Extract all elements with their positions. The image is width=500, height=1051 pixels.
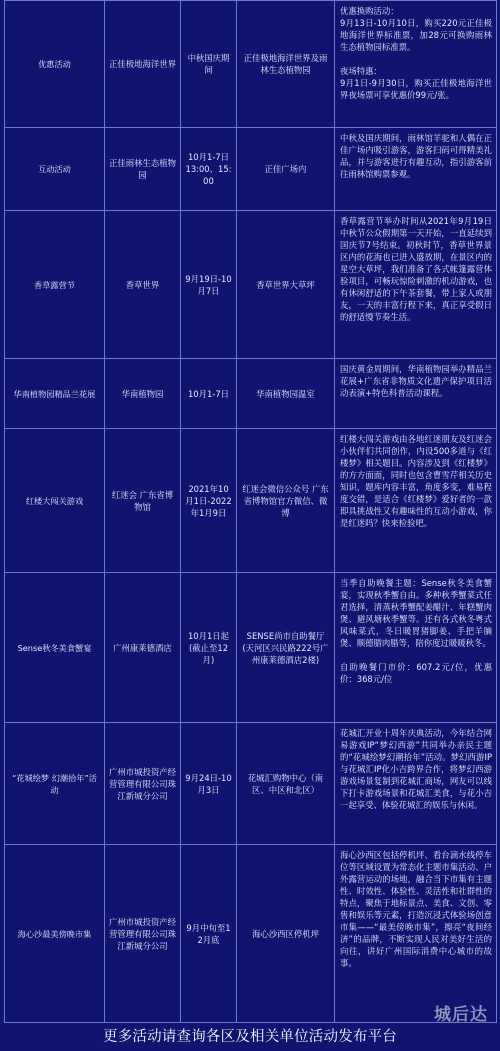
event-location-cell: 华南植物园温室 <box>237 359 335 429</box>
event-row <box>5 211 497 359</box>
event-name-cell: 华南植物园精品兰花展 <box>5 359 105 429</box>
event-row <box>5 429 497 573</box>
event-location-cell: 海心沙西区停机坪 <box>237 845 335 1023</box>
event-description-paragraph: 国庆黄金周期间，华南植物园举办精品兰花展+广东省非物质文化遗产保护项目活动表演+特色科普活动课程。 <box>340 364 492 398</box>
event-time-cell: 9月24日-10月3日 <box>181 723 237 845</box>
watermark: 城后达 <box>434 1005 488 1025</box>
event-organizer-cell: 香草世界 <box>105 211 181 359</box>
event-location-cell: 香草世界大草坪 <box>237 211 335 359</box>
event-location-cell: 正佳极地海洋世界及雨林生态植物园 <box>237 1 335 128</box>
event-description-cell <box>335 723 497 845</box>
event-name-cell: Sense秋冬美食蟹宴 <box>5 573 105 723</box>
event-location-cell: 正佳广场内 <box>237 128 335 211</box>
event-time-cell: 2021年10月1日-2022年1月9日 <box>181 429 237 573</box>
event-name-cell: 优惠活动 <box>5 1 105 128</box>
event-time-cell: 10月1-7日 <box>181 359 237 429</box>
event-description-cell <box>335 1 497 128</box>
event-description-paragraph: 9月13日-10月10日，购买220元正佳极地海洋世界标准票，加28元可换购雨林生态植物园标准票。 <box>340 18 492 52</box>
event-row <box>5 1 497 128</box>
event-time-cell: 中秋国庆期间 <box>181 1 237 128</box>
event-organizer-cell: 广州市城投资产经营管理有限公司珠江新城分公司 <box>105 845 181 1023</box>
event-row <box>5 128 497 211</box>
event-description-paragraph: 花城汇开业十周年庆典活动，今年结合网易游戏IP“梦幻西游”共同举办亲民主题的“花城绘梦幻潮拾年”活动。梦幻西游IP与花城汇IP化小吉跨界合作，将梦幻西游游戏场景复制到花城汇商场，网友可以线下打卡游戏场景和花城汇美食，与花小吉一起享受、体验花城汇的娱乐与休闲。 <box>340 728 492 810</box>
event-time-cell: 10月1日起(截止至12月) <box>181 573 237 723</box>
event-description-paragraph: 红楼大闯关游戏由各地红迷朋友及红迷会小伙伴们共同创作，内设500多道与《红楼梦》相关题目。内容涉及到《红楼梦》的方方面面，同时也包含曹雪芹相关历史知识，题库内容丰富，角度多变，难易程度交错，是适合《红楼梦》爱好者的一款即具挑战性又有趣味性的互动小游戏，你是红迷吗？快来检验吧。 <box>340 434 492 528</box>
event-description-cell <box>335 573 497 723</box>
event-description-paragraph: 自助晚餐门市价：607.2元/位，优惠价：368元/位 <box>340 662 492 684</box>
event-organizer-cell: 红迷会 广东省博物馆 <box>105 429 181 573</box>
event-organizer-cell: 正佳极地海洋世界 <box>105 1 181 128</box>
event-description-paragraph: 当季自助晚餐主题：Sense秋冬美食蟹宴，实现秋季蟹自由。多种秋季蟹菜式任君选择，清蒸秋季蟹配姜醋汁、年糕蟹肉煲、避风塘秋季蟹等。还有各式秋冬粤式风味菜式，冬日暖胃猪脚姜、手把羊腩煲、顺德腊肉腊等，陪你度过暖暖秋冬。 <box>340 578 492 648</box>
event-name-cell: 香草露营节 <box>5 211 105 359</box>
event-organizer-cell: 正佳雨林生态植物园 <box>105 128 181 211</box>
event-time-cell: 9月19日-10月7日 <box>181 211 237 359</box>
event-description-paragraph: 9月1日-9月30日，购买正佳极地海洋世界夜场票可享优惠价99元/张。 <box>340 78 492 100</box>
event-name-cell: 互动活动 <box>5 128 105 211</box>
event-name-cell: 海心沙最美傍晚市集 <box>5 845 105 1023</box>
event-row <box>5 359 497 429</box>
events-table <box>4 0 497 1023</box>
event-description-paragraph: 优惠换购活动： <box>340 6 399 16</box>
event-description-cell <box>335 128 497 211</box>
footer-note: 更多活动请查询各区及相关单位活动发布平台 <box>103 1029 397 1045</box>
event-description-paragraph: 夜场特惠： <box>340 66 382 76</box>
event-location-cell: 红迷会微信公众号 广东省博物馆官方微信、微博 <box>237 429 335 573</box>
event-description-paragraph: 中秋及国庆期间，雨林馆羊驼和人偶在正佳广场内吸引游客，游客扫码可得精美礼品，并与游客进行有趣互动，指引游客前往雨林馆购票参观。 <box>340 133 492 179</box>
event-name-cell: “花城绘梦 幻潮拾年”活动 <box>5 723 105 845</box>
event-description-cell <box>335 211 497 359</box>
event-organizer-cell: 广州市城投资产经营管理有限公司珠江新城分公司 <box>105 723 181 845</box>
event-row <box>5 723 497 845</box>
event-row <box>5 573 497 723</box>
event-time-cell: 9月中旬至12月底 <box>181 845 237 1023</box>
event-description-cell <box>335 845 497 1023</box>
event-description-paragraph: 香草露营节举办时间从2021年9月19日中秋节公众假期第一天开始，一直延续到国庆节7号结束。初秋时节，香草世界景区内的花海也已进入盛放期，在景区内的星空大草坪，我们准备了各式帐篷露营体验项目，可畅玩惊险刺激的机动游戏，也有休闲舒适的下午茶套餐，带上家人或朋友，一天的丰富行程下来，真正享受假日的舒适慢节奏生活。 <box>340 216 492 322</box>
event-location-cell: SENSE尚市自助餐厅(天河区兴民路222号广州康莱德酒店2楼) <box>237 573 335 723</box>
event-organizer-cell: 广州康莱德酒店 <box>105 573 181 723</box>
events-table-body <box>5 1 497 1023</box>
event-description-cell <box>335 429 497 573</box>
event-name-cell: 红楼大闯关游戏 <box>5 429 105 573</box>
event-description-paragraph: 海心沙西区包括停机坪、看台滴水线停车位等区域设置为常态化主题市集活动、户外露营运动的场地，融合当下市集有主题性、时效性、体验性、灵活性和社群性的特点，聚焦于地标景点、美食、文创、零售和娱乐等元素，打造沉浸式体验场创意市集——“最美傍晚市集”，擦亮“夜间经济”的品牌，不断实现人民对美好生活的向往，讲好广州国际消费中心城市的故事。 <box>340 850 492 968</box>
event-time-cell: 10月1-7日 13:00、15:00 <box>181 128 237 211</box>
event-description-cell <box>335 359 497 429</box>
event-location-cell: 花城汇购物中心（南区、中区和北区） <box>237 723 335 845</box>
event-row <box>5 845 497 1023</box>
event-organizer-cell: 华南植物园 <box>105 359 181 429</box>
